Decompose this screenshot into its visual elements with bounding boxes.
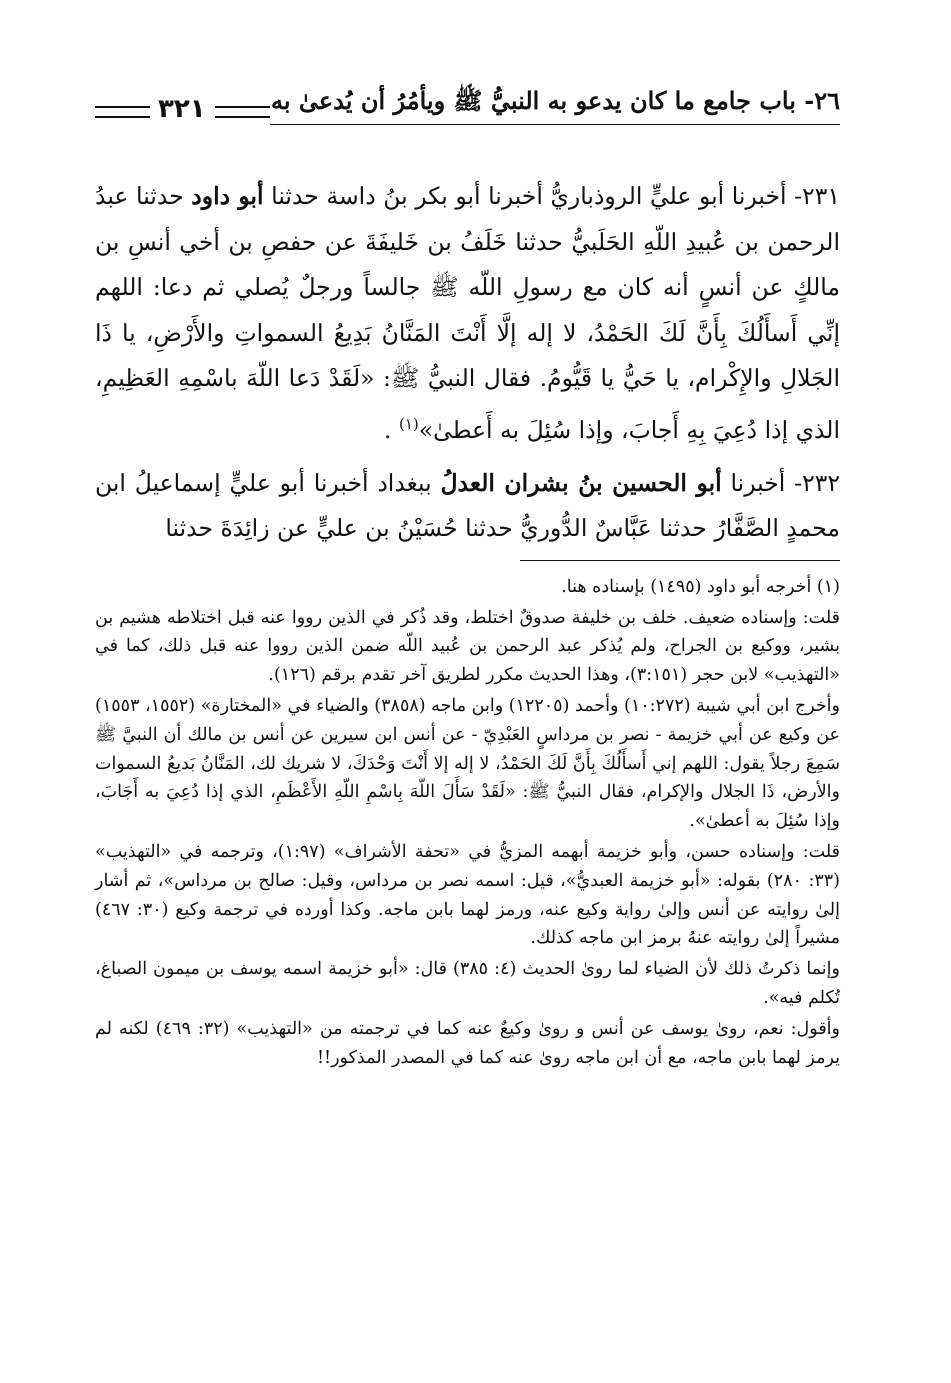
hadith-text: أخبرنا <box>721 468 786 497</box>
hadith-text: ببغداد أخبرنا أبو عليٍّ إسماعيلُ ابن محمدٍ الصَّفَّارُ حدثنا عَبَّاسٌ الدُّوريُّ حدثنا حُسَيْنُ بن عليٍّ عن زائِدَةَ حدثنا <box>95 468 840 543</box>
footnote-paragraph: وأقول: نعم، روىٰ يوسف عن أنس و روىٰ وكيعٌ عنه كما في ترجمته من «التهذيب» (٣٢: ٤٦٩) لكنه لم يرمز لهما بابن ماجه، مع أن ابن ماجه روىٰ عنه كما في المصدر المذكور!! <box>95 1018 840 1068</box>
chapter-title: ٢٦- باب جامع ما كان يدعو به النبيُّ ﷺ ويأمُرُ أن يُدعىٰ به <box>270 86 840 115</box>
narrator-name: أبو داود <box>191 182 264 210</box>
footnote-paragraph: وأخرج ابن أبي شيبة (١٠:٢٧٢) وأحمد (١٢٢٠٥) وابن ماجه (٣٨٥٨) والضياء في «المختارة» (١٥٥٢، ١٥٥٣) عن وكيع عن أبي خزيمة - نصر بن مرداسٍ العَبْدِيّ - عن أنس ابن سيرين عن أنس بن مالك أن النبيَّ ﷺ سَمِعَ رجلاً يقول: اللهم إني أَسأَلُكَ بِأَنَّ لَكَ الحَمْدُ، لا إله إلا أَنْتَ وَحْدَكَ، لا شريك لك، المَنَّانُ بَديعُ السموات والأرض، ذَا الجلال والإكرام، فقال النبيُّ ﷺ: «لَقَدْ سَأَلَ اللّهَ بِاسْمِ اللّهِ الأَعْظَمِ، الذي إذا دُعِيَ به أَجَابَ، وإذا سُئِلَ به أعطىٰ». <box>95 696 840 832</box>
footnote-ref: (١) <box>398 414 419 433</box>
page-number-block <box>95 94 270 124</box>
book-page <box>95 82 840 1074</box>
hadith-text: أخبرنا أبو عليٍّ الروذباريُّ أخبرنا أبو بكر بنُ داسة حدثنا <box>263 182 787 210</box>
hadith-text: حدثنا عبدُ الرحمن بن عُبيدِ اللّهِ الحَلَبيُّ حدثنا خَلَفُ بن خَليفَةَ عن حفصِ بن أخي أنسِ بن مالكٍ عن أنسٍ أنه كان مع رسولِ اللّه ﷺ جالساً ورجلٌ يُصلي ثم دعا: اللهم إنِّي أَسأَلُكَ بِأَنَّ لَكَ الحَمْدُ، لا إله إلَّا أَنْتَ المَنَّانُ بَدِيعُ السمواتِ والأَرْضِ، يا ذَا الجَلالِ والإِكْرام، يا حَيُّ يا قَيُّومُ. فقال النبيُّ ﷺ: «لَقَدْ دَعا اللّهَ باسْمِهِ العَظِيمِ، الذي إذا دُعِيَ بِهِ أَجابَ، وإذا سُئِلَ به أَعطىٰ» <box>95 182 840 444</box>
footnote-paragraph: قلت: وإسناده ضعيف. خلف بن خليفة صدوقٌ اختلط، وقد ذُكر في الذين رووا عنه قبل اختلاطه هشيم بن بشير، ووكيع بن الجراح، ولم يُذكر عبد الرحمن بن عُبيد اللّه ضمن الذين رووا عنه قبل ذلك، كما في «التهذيب» لابن حجر (٣:١٥١)، وهذا الحديث مكرر لطريق آخر تقدم برقم (١٢٦). <box>95 607 840 686</box>
narrator-name: أبو الحسين بنُ بشران العدلُ <box>440 468 722 497</box>
footnote-paragraph: (١) أخرجه أبو داود (١٤٩٥) بإسناده هنا. <box>561 576 840 597</box>
footnote-rule <box>520 560 840 561</box>
page-number: ٣٢١ <box>158 94 206 124</box>
page-number-rule-right <box>215 106 270 118</box>
page-header <box>95 82 840 122</box>
header-rule <box>270 124 840 125</box>
main-text <box>95 174 840 552</box>
hadith-end: . <box>384 415 399 444</box>
footnote-paragraph: قلت: وإسناده حسن، وأبو خزيمة أبهمه المزيُّ في «تحفة الأشراف» (١:٩٧)، وترجمه في «التهذيب» (٣٣: ٢٨٠) بقوله: «أبو خزيمة العبديُّ»، قيل: اسمه نصر بن مرداس، وقيل: صالح بن مرداس»، ثم أشار إلىٰ روايته عن أنس وإلىٰ رواية وكيع عنه، ورمز لهما بابن ماجه. وكذا أورده في ترجمة وكيع (٣٠: ٤٦٧) مشيراً إلىٰ روايته عنهُ برمز ابن ماجه كذلك. <box>95 842 840 949</box>
footnote-paragraph: وإنما ذكرتُ ذلك لأن الضياء لما روىٰ الحديث (٤: ٣٨٥) قال: «أبو خزيمة اسمه يوسف بن ميمون الصباغ، تُكلم فيه». <box>95 959 840 1008</box>
footnotes <box>95 573 840 1073</box>
hadith-231 <box>95 174 840 453</box>
hadith-232 <box>95 461 840 552</box>
hadith-number: ٢٣٢- <box>785 468 840 497</box>
hadith-number: ٢٣١- <box>786 182 840 210</box>
page-number-rule-left <box>95 106 150 118</box>
